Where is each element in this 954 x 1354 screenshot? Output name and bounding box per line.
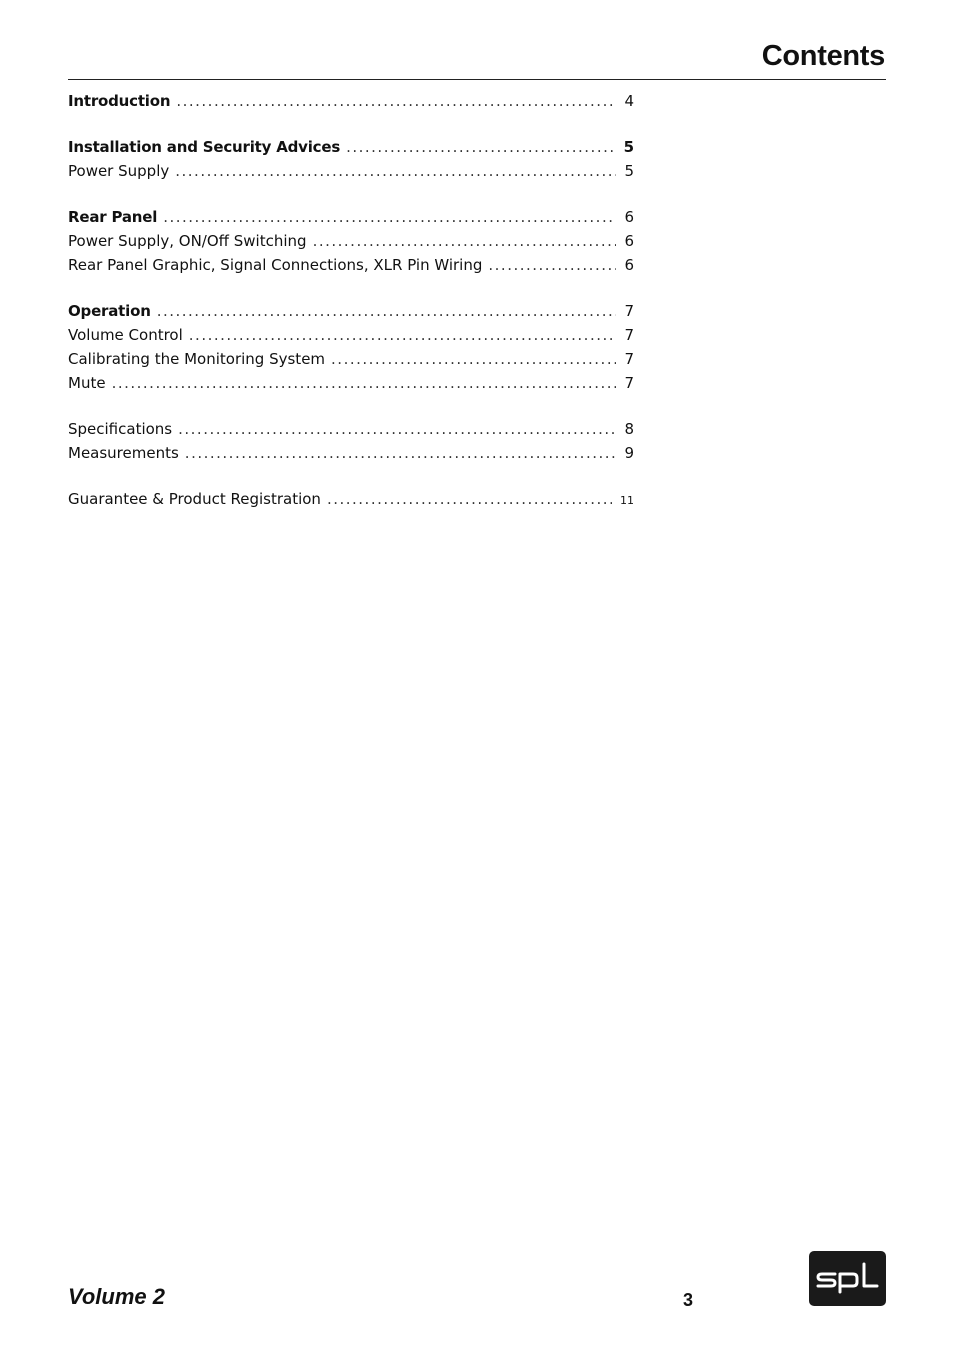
title-divider <box>68 79 886 80</box>
spl-logo-icon <box>809 1251 886 1306</box>
toc-entry-page: 11 <box>620 494 634 507</box>
toc-entry-page: 7 <box>624 326 634 344</box>
toc-entry[interactable] <box>68 159 634 183</box>
toc-dot-leader <box>488 253 616 277</box>
toc-entry-page: 7 <box>624 350 634 368</box>
toc-entry-label: Introduction <box>68 92 171 110</box>
toc-entry-label: Rear Panel Graphic, Signal Connections, XLR Pin Wiring <box>68 256 483 274</box>
toc-entry-page: 9 <box>624 444 634 462</box>
toc-entry-page: 6 <box>624 208 634 226</box>
toc-dot-leader <box>178 417 616 441</box>
toc-entry-page: 6 <box>624 232 634 250</box>
toc-dot-leader <box>157 299 617 323</box>
toc-entry[interactable] <box>68 299 634 323</box>
toc-entry[interactable] <box>68 323 634 347</box>
toc-dot-leader <box>112 371 617 395</box>
toc-entry-label: Mute <box>68 374 106 392</box>
toc-section <box>68 487 634 511</box>
toc-dot-leader <box>185 441 617 465</box>
toc-entry-label: Rear Panel <box>68 208 158 226</box>
toc-entry-label: Specifications <box>68 420 173 438</box>
toc-dot-leader <box>189 323 617 347</box>
toc-dot-leader <box>313 229 617 253</box>
toc-dot-leader <box>175 159 616 183</box>
toc-section <box>68 135 634 183</box>
table-of-contents <box>68 89 634 533</box>
toc-entry[interactable] <box>68 347 634 371</box>
toc-dot-leader <box>176 89 616 113</box>
footer-page-number: 3 <box>683 1290 694 1310</box>
toc-entry-label: Measurements <box>68 444 179 462</box>
toc-entry[interactable] <box>68 417 634 441</box>
toc-entry[interactable] <box>68 487 634 511</box>
toc-entry-label: Power Supply <box>68 162 170 180</box>
toc-section <box>68 299 634 395</box>
toc-entry-label: Calibrating the Monitoring System <box>68 350 326 368</box>
toc-entry[interactable] <box>68 229 634 253</box>
toc-entry[interactable] <box>68 253 634 277</box>
toc-dot-leader <box>327 487 612 511</box>
toc-entry-page: 7 <box>624 374 634 392</box>
toc-entry-page: 6 <box>624 256 634 274</box>
toc-section <box>68 89 634 113</box>
toc-entry-label: Guarantee & Product Registration <box>68 490 321 508</box>
toc-entry-label: Operation <box>68 302 151 320</box>
toc-section <box>68 205 634 277</box>
toc-entry-page: 7 <box>624 302 634 320</box>
toc-entry-page: 4 <box>624 92 634 110</box>
toc-entry-page: 5 <box>624 162 634 180</box>
toc-entry-label: Power Supply, ON/Off Switching <box>68 232 307 250</box>
toc-entry[interactable] <box>68 89 634 113</box>
footer-volume: Volume 2 <box>68 1284 165 1309</box>
toc-section <box>68 417 634 465</box>
toc-entry-label: Volume Control <box>68 326 183 344</box>
toc-entry[interactable] <box>68 371 634 395</box>
toc-entry-label: Installation and Security Advices <box>68 138 341 156</box>
toc-entry-page: 5 <box>623 138 634 156</box>
toc-dot-leader <box>163 205 616 229</box>
page-title: Contents <box>761 40 885 72</box>
toc-entry[interactable] <box>68 205 634 229</box>
toc-entry[interactable] <box>68 441 634 465</box>
toc-dot-leader <box>331 347 616 371</box>
toc-entry[interactable] <box>68 135 634 159</box>
toc-entry-page: 8 <box>624 420 634 438</box>
toc-dot-leader <box>346 135 615 159</box>
